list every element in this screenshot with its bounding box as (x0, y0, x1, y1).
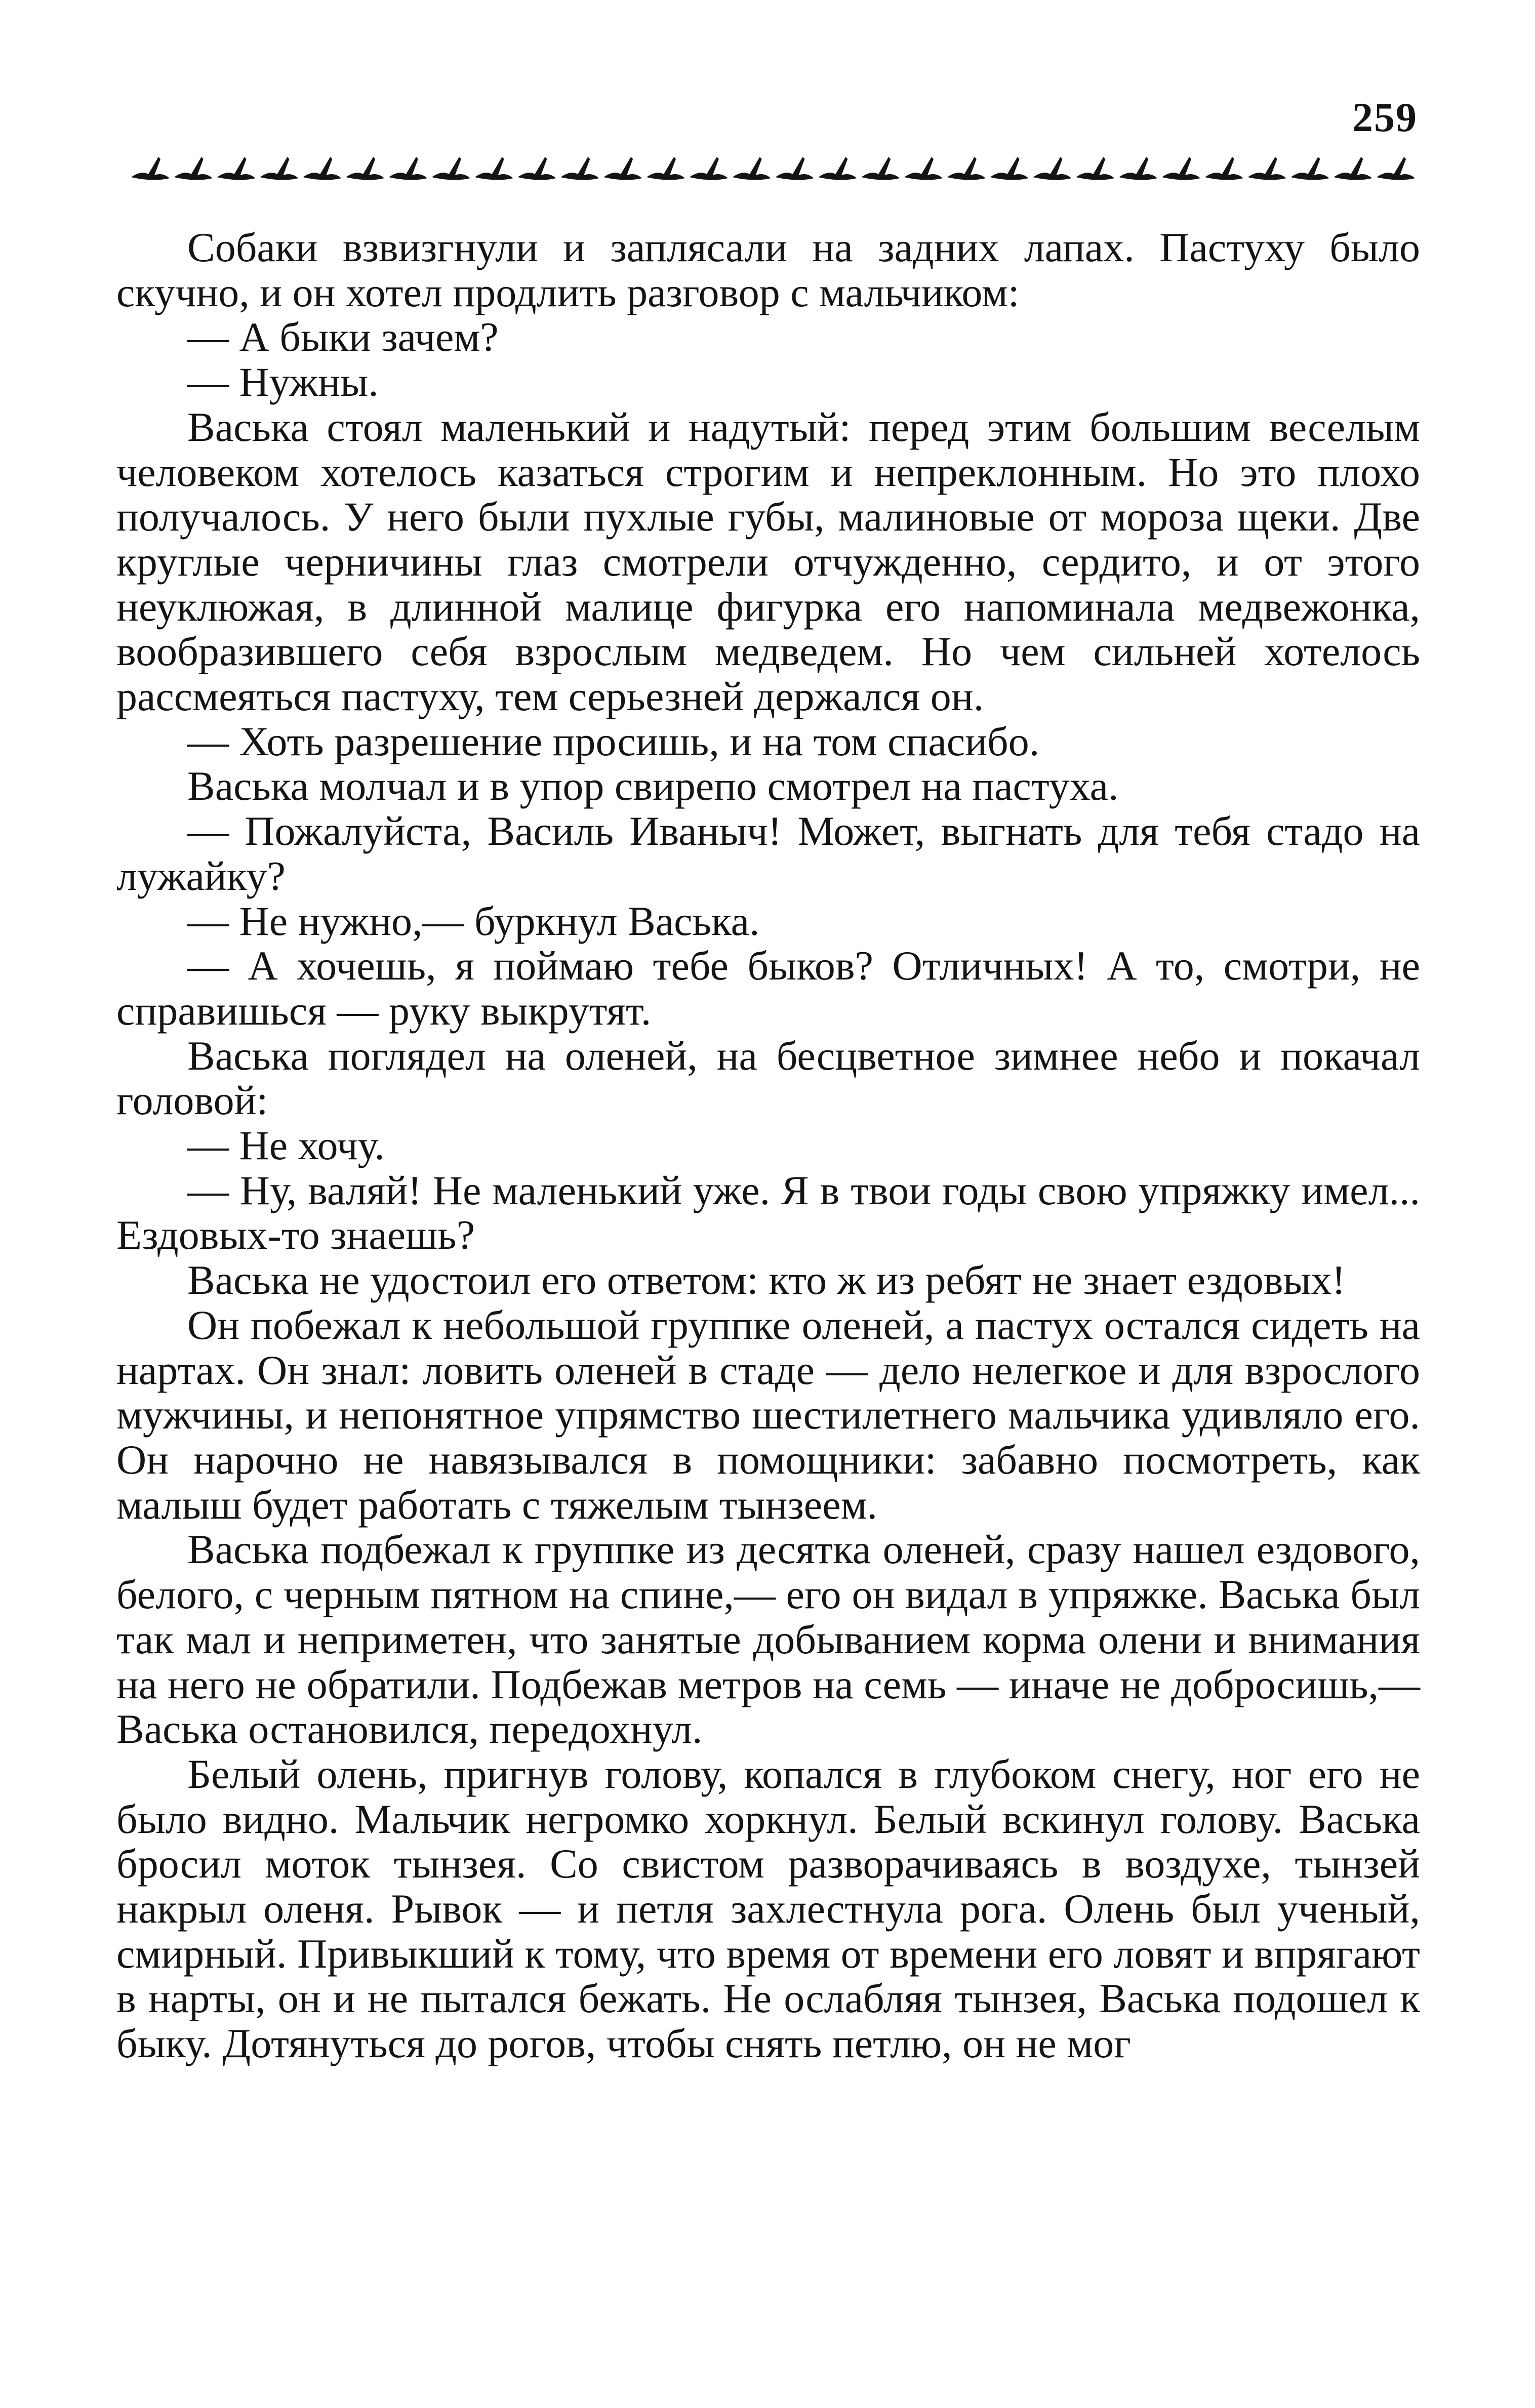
paragraph-2: — А быки зачем? (187, 314, 499, 360)
paragraph-10: Васька поглядел на оленей, на бесцветное зимнее небо и покачал головой: (116, 1032, 1420, 1124)
ornament-motif (1291, 157, 1329, 180)
ornament-motif (303, 157, 341, 180)
paragraph-15: Васька подбежал к группке из десятка оленей, сразу нашел ездового, белого, с черным пятном на спине,— его он видал в упряжке. Васька был так мал и неприметен, что занятые добыванием корма олени и внимания на него не обратили. Подбежав метров на семь — иначе не добросишь,— Васька остановился, передохнул. (116, 1526, 1420, 1752)
ornament-motif (174, 157, 213, 180)
ornament-motif (1076, 157, 1114, 180)
book-page-text (116, 225, 1420, 2066)
paragraph-13: Васька не удостоил его ответом: кто ж из ребят не знает ездовых! (187, 1257, 1346, 1303)
ornament-motif (1033, 157, 1072, 180)
paragraph-5: — Хоть разрешение просишь, и на том спасибо. (187, 718, 1040, 764)
ornament-motif (131, 157, 170, 180)
paragraph-16: Белый олень, пригнув голову, копался в глубоком снегу, ног его не было видно. Мальчик негромко хоркнул. Белый вскинул голову. Васька бросил моток тынзея. Со свистом разворачиваясь в воздухе, тынзей накрыл оленя. Рывок — и петля захлестнула рога. Олень был ученый, смирный. Привыкший к тому, что время от времени его ловят и впрягают в нарты, он и не пытался бежать. Не ослабляя тынзея, Васька подошел к быку. Дотянуться до рогов, чтобы снять петлю, он не мог (116, 1750, 1420, 2067)
paragraph-6: Васька молчал и в упор свирепо смотрел на пастуха. (187, 763, 1119, 809)
ornament-motif (518, 157, 556, 180)
decorative-rule (129, 152, 1418, 188)
ornament-motif (260, 157, 299, 180)
paragraph-14: Он побежал к небольшой группке оленей, а пастух остался сидеть на нартах. Он знал: ловить оленей в стаде — дело нелегкое и для взрослого мужчины, и непонятное упрямство шестилетнего мальчика удивляло его. Он нарочно не навязывался в помощники: забавно посмотреть, как малыш будет работать с тяжелым тынзеем. (116, 1301, 1420, 1528)
ornament-motif (818, 157, 857, 180)
ornament-motif (733, 157, 771, 180)
ornament-motif (432, 157, 470, 180)
ornament-motif (904, 157, 943, 180)
ornament-motif (475, 157, 513, 180)
paragraph-4: Васька стоял маленький и надутый: перед этим большим веселым человеком хотелось казаться строгим и непреклонным. Но это плохо получалось. У него были пухлые губы, малиновые от мороза щеки. Две круглые черничины глаз смотрели отчужденно, сердито, и от этого неуклюжая, в длинной малице фигурка его напоминала медвежонка, вообразившего себя взрослым медведем. Но чем сильней хотелось рассмеяться пастуху, тем серьезней держался он. (116, 403, 1420, 720)
ornament-motif (389, 157, 427, 180)
ornament-motif (861, 157, 900, 180)
paragraph-1: Собаки взвизгнули и заплясали на задних лапах. Пастуху было скучно, и он хотел продлить разговор с мальчиком: (116, 224, 1420, 315)
ornament-motif (1205, 157, 1243, 180)
paragraph-8: — Не нужно,— буркнул Васька. (187, 897, 760, 944)
ornament-motif (217, 157, 256, 180)
ornament-motif (603, 157, 642, 180)
paragraph-12: — Ну, валяй! Не маленький уже. Я в твои годы свою упряжку имел... Ездовых-то знаешь? (116, 1167, 1420, 1258)
paragraph-3: — Нужны. (187, 359, 379, 405)
ornament-motif (990, 157, 1029, 180)
ornament-motif (690, 157, 728, 180)
ornament-motif (560, 157, 599, 180)
paragraph-7: — Пожалуйста, Василь Иваныч! Может, выгнать для тебя стадо на лужайку? (116, 808, 1420, 899)
ornament-motif (776, 157, 814, 180)
ornament-motif (1377, 157, 1415, 180)
ornament-motif (346, 157, 384, 180)
paragraph-11: — Не хочу. (187, 1122, 385, 1169)
ornament-motif (1162, 157, 1200, 180)
paragraph-9: — А хочешь, я поймаю тебе быков? Отличных! А то, смотри, не справишься — руку выкрутят. (116, 943, 1420, 1034)
page-number: 259 (1352, 94, 1418, 140)
ornament-motif (647, 157, 685, 180)
ornament-motif (1334, 157, 1372, 180)
ornament-motif (947, 157, 986, 180)
ornament-motif (1119, 157, 1157, 180)
ornament-motif (1248, 157, 1286, 180)
